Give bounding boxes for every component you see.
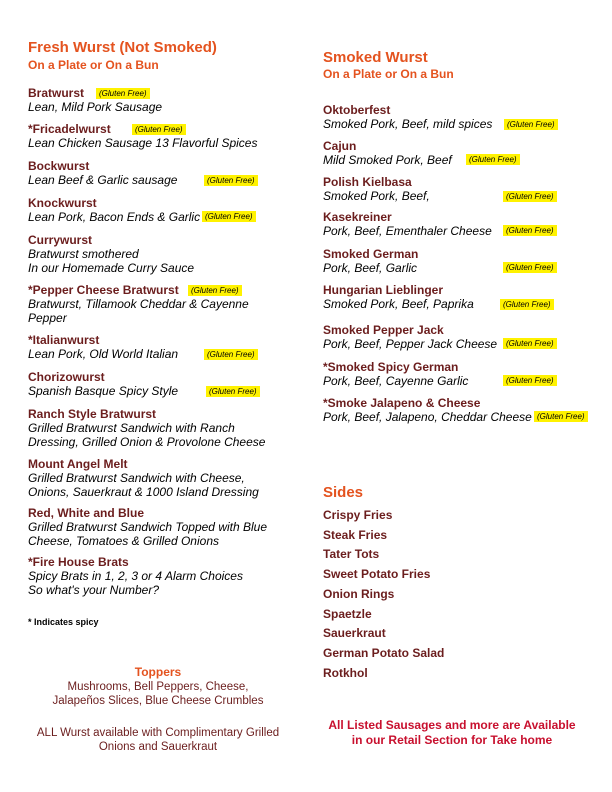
menu-item-currywurst: Currywurst Bratwurst smothered In our Homemade Curry Sauce [28,233,195,275]
side-item: Onion Rings [323,587,395,601]
gluten-free-badge: (Gluten Free) [500,299,554,310]
side-item: Crispy Fries [323,508,393,522]
menu-item-fire-house-brats: *Fire House Brats Spicy Brats in 1, 2, 3 or 4 Alarm Choices So what's your Number? [28,555,243,597]
complimentary-note: ALL Wurst available with Complimentary Grilled Onions and Sauerkraut [36,727,280,753]
menu-item-smoked-spicy-german: *Smoked Spicy German Pork, Beef, Cayenne Garlic (Gluten Free) [323,361,608,388]
gluten-free-badge: (Gluten Free) [466,154,520,165]
menu-item-italianwurst: *Italianwurst Lean Pork, Old World Italian (Gluten Free) [28,334,313,361]
menu-item-kasekreiner: Kasekreiner Pork, Beef, Ementhaler Cheese (Gluten Free) [323,211,608,238]
side-item: Sweet Potato Fries [323,567,431,581]
menu-item-red-white-and-blue: Red, White and Blue Grilled Bratwurst Sandwich Topped with Blue Cheese, Tomatoes & Grilled Onions [28,506,268,548]
gluten-free-badge: (Gluten Free) [206,386,260,397]
gluten-free-badge: (Gluten Free) [504,119,558,130]
fresh-wurst-subtitle: On a Plate or On a Bun [28,58,159,72]
gluten-free-badge: (Gluten Free) [204,349,258,360]
gluten-free-badge: (Gluten Free) [503,225,557,236]
menu-item-polish-kielbasa: Polish Kielbasa Smoked Pork, Beef, (Gluten Free) [323,176,608,203]
smoked-wurst-subtitle: On a Plate or On a Bun [323,67,454,81]
gluten-free-badge: (Gluten Free) [503,338,557,349]
fresh-wurst-title: Fresh Wurst (Not Smoked) [28,39,217,56]
menu-item-smoke-jalapeno-cheese: *Smoke Jalapeno & Cheese Pork, Beef, Jalapeno, Cheddar Cheese (Gluten Free) [323,397,608,424]
side-item: Sauerkraut [323,626,386,640]
sides-title: Sides [323,484,364,501]
menu-item-mount-angel-melt: Mount Angel Melt Grilled Bratwurst Sandwich with Cheese, Onions, Sauerkraut & 1000 Island Dressing [28,457,259,499]
side-item: Tater Tots [323,547,380,561]
menu-item-bratwurst: Bratwurst Lean, Mild Pork Sausage (Gluten Free) [28,86,163,114]
gluten-free-badge: (Gluten Free) [503,262,557,273]
gluten-free-badge: (Gluten Free) [534,411,588,422]
side-item: Rotkhol [323,666,368,680]
toppers-list: Mushrooms, Bell Peppers, Cheese, Jalapeños Slices, Blue Cheese Crumbles [52,681,264,707]
menu-item-oktoberfest: Oktoberfest Smoked Pork, Beef, mild spices (Gluten Free) [323,104,608,131]
gluten-free-badge: (Gluten Free) [204,175,258,186]
side-item: Steak Fries [323,528,388,542]
menu-item-bockwurst: Bockwurst Lean Beef & Garlic sausage (Gluten Free) [28,160,313,187]
menu-item-fricadelwurst: *Fricadelwurst Lean Chicken Sausage 13 Flavorful Spices (Gluten Free) [28,122,258,150]
smoked-wurst-title: Smoked Wurst [323,49,428,66]
retail-note: All Listed Sausages and more are Available in our Retail Section for Take home [328,718,576,747]
menu-item-knockwurst: Knockwurst Lean Pork, Bacon Ends & Garlic (Gluten Free) [28,197,313,224]
gluten-free-badge: (Gluten Free) [503,191,557,202]
menu-item-smoked-pepper-jack: Smoked Pepper Jack Pork, Beef, Pepper Jack Cheese (Gluten Free) [323,324,608,351]
spicy-note: * Indicates spicy [28,617,99,627]
gluten-free-badge: (Gluten Free) [503,375,557,386]
gluten-free-badge: (Gluten Free) [132,124,186,135]
gluten-free-badge: (Gluten Free) [202,211,256,222]
menu-item-chorizowurst: Chorizowurst Spanish Basque Spicy Style (Gluten Free) [28,371,313,398]
menu-item-cajun: Cajun Mild Smoked Pork, Beef (Gluten Free) [323,140,608,167]
menu-item-ranch-style-bratwurst: Ranch Style Bratwurst Grilled Bratwurst Sandwich with Ranch Dressing, Grilled Onion & Provolone Cheese [28,407,266,449]
toppers-title: Toppers [134,665,182,679]
side-item: Spaetzle [323,607,372,621]
menu-item-pepper-cheese-bratwurst: *Pepper Cheese Bratwurst Bratwurst, Tillamook Cheddar & Cayenne Pepper (Gluten Free) [28,283,249,325]
menu-item-smoked-german: Smoked German Pork, Beef, Garlic (Gluten Free) [323,248,608,275]
gluten-free-badge: (Gluten Free) [188,285,242,296]
side-item: German Potato Salad [323,646,445,660]
menu-item-hungarian-lieblinger: Hungarian Lieblinger Smoked Pork, Beef, Paprika (Gluten Free) [323,284,608,311]
gluten-free-badge: (Gluten Free) [96,88,150,99]
